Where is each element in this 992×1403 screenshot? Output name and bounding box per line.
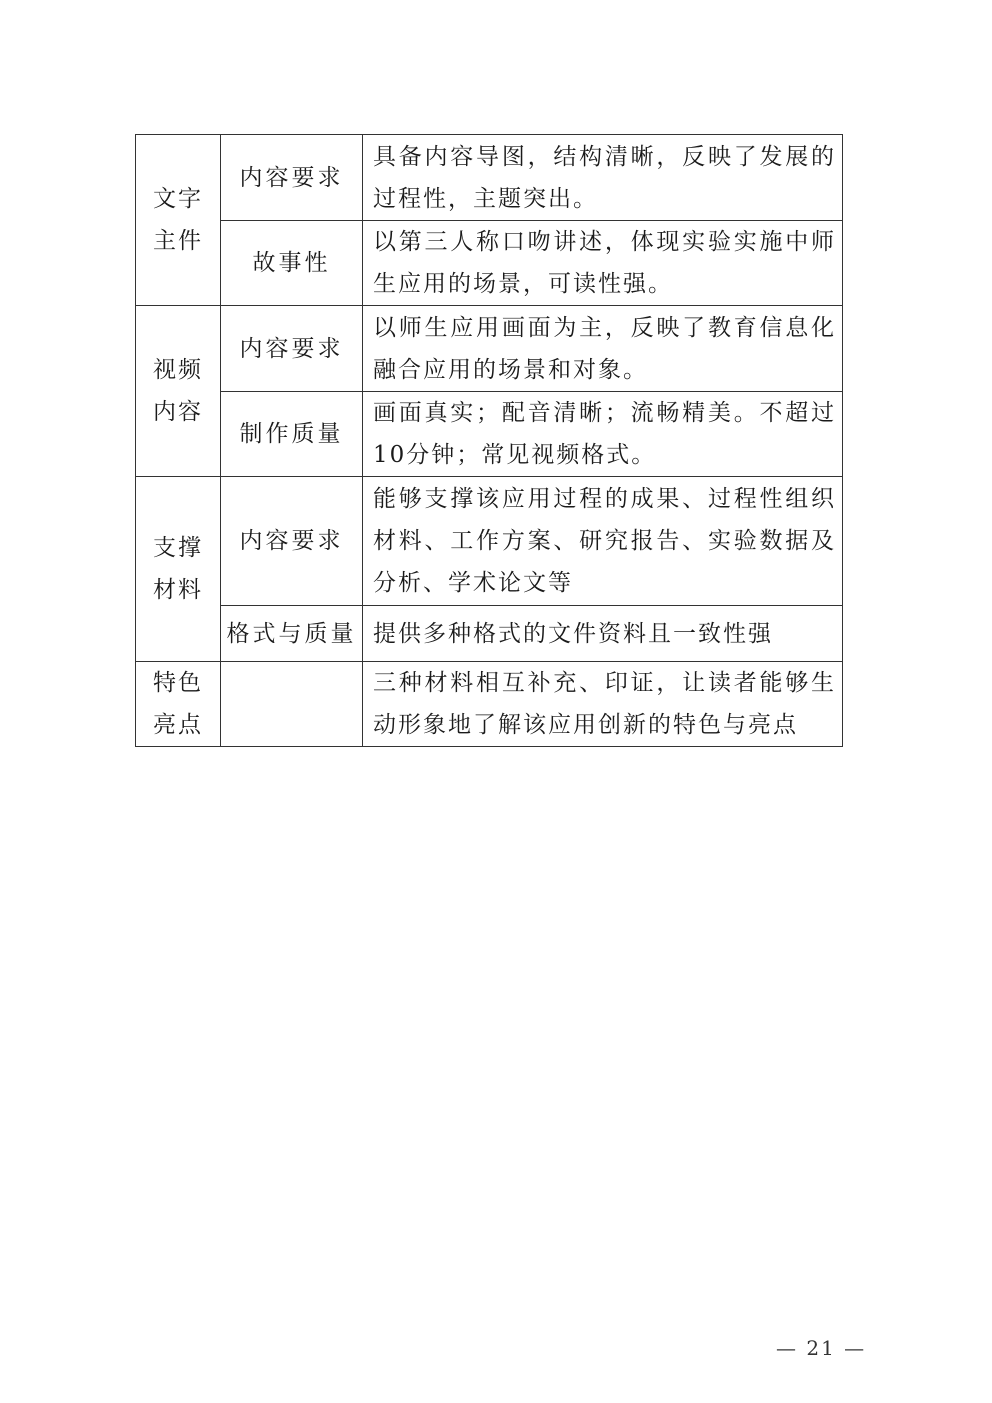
category-cell bbox=[136, 477, 221, 662]
table-row bbox=[136, 306, 843, 392]
category-cell bbox=[136, 662, 221, 747]
subcategory-cell: 制作质量 bbox=[221, 392, 363, 477]
table-row bbox=[136, 135, 843, 221]
table-row bbox=[136, 477, 843, 606]
description-cell: 能够支撑该应用过程的成果、过程性组织材料、工作方案、研究报告、实验数据及分析、学术论文等 bbox=[363, 477, 843, 606]
description-cell: 画面真实；配音清晰；流畅精美。不超过10分钟；常见视频格式。 bbox=[363, 392, 843, 477]
criteria-table bbox=[135, 134, 843, 747]
table-row bbox=[136, 662, 843, 747]
table-row bbox=[136, 606, 843, 662]
description-cell: 提供多种格式的文件资料且一致性强 bbox=[363, 606, 843, 662]
description-cell: 以第三人称口吻讲述，体现实验实施中师生应用的场景，可读性强。 bbox=[363, 221, 843, 306]
subcategory-cell: 故事性 bbox=[221, 221, 363, 306]
category-label: 特色亮点 bbox=[153, 670, 203, 738]
category-cell bbox=[136, 306, 221, 477]
category-cell bbox=[136, 135, 221, 306]
table-row bbox=[136, 392, 843, 477]
subcategory-cell: 内容要求 bbox=[221, 477, 363, 606]
description-cell: 以师生应用画面为主，反映了教育信息化融合应用的场景和对象。 bbox=[363, 306, 843, 392]
description-cell: 三种材料相互补充、印证，让读者能够生动形象地了解该应用创新的特色与亮点 bbox=[363, 662, 843, 747]
category-label: 支撑材料 bbox=[153, 535, 203, 603]
subcategory-cell: 内容要求 bbox=[221, 306, 363, 392]
table-row bbox=[136, 221, 843, 306]
subcategory-cell: 格式与质量 bbox=[221, 606, 363, 662]
page-number: — 21 — bbox=[776, 1336, 867, 1360]
subcategory-cell bbox=[221, 662, 363, 747]
description-cell: 具备内容导图，结构清晰，反映了发展的过程性，主题突出。 bbox=[363, 135, 843, 221]
subcategory-cell: 内容要求 bbox=[221, 135, 363, 221]
category-label: 文字主件 bbox=[153, 186, 203, 254]
category-label: 视频内容 bbox=[153, 357, 203, 425]
